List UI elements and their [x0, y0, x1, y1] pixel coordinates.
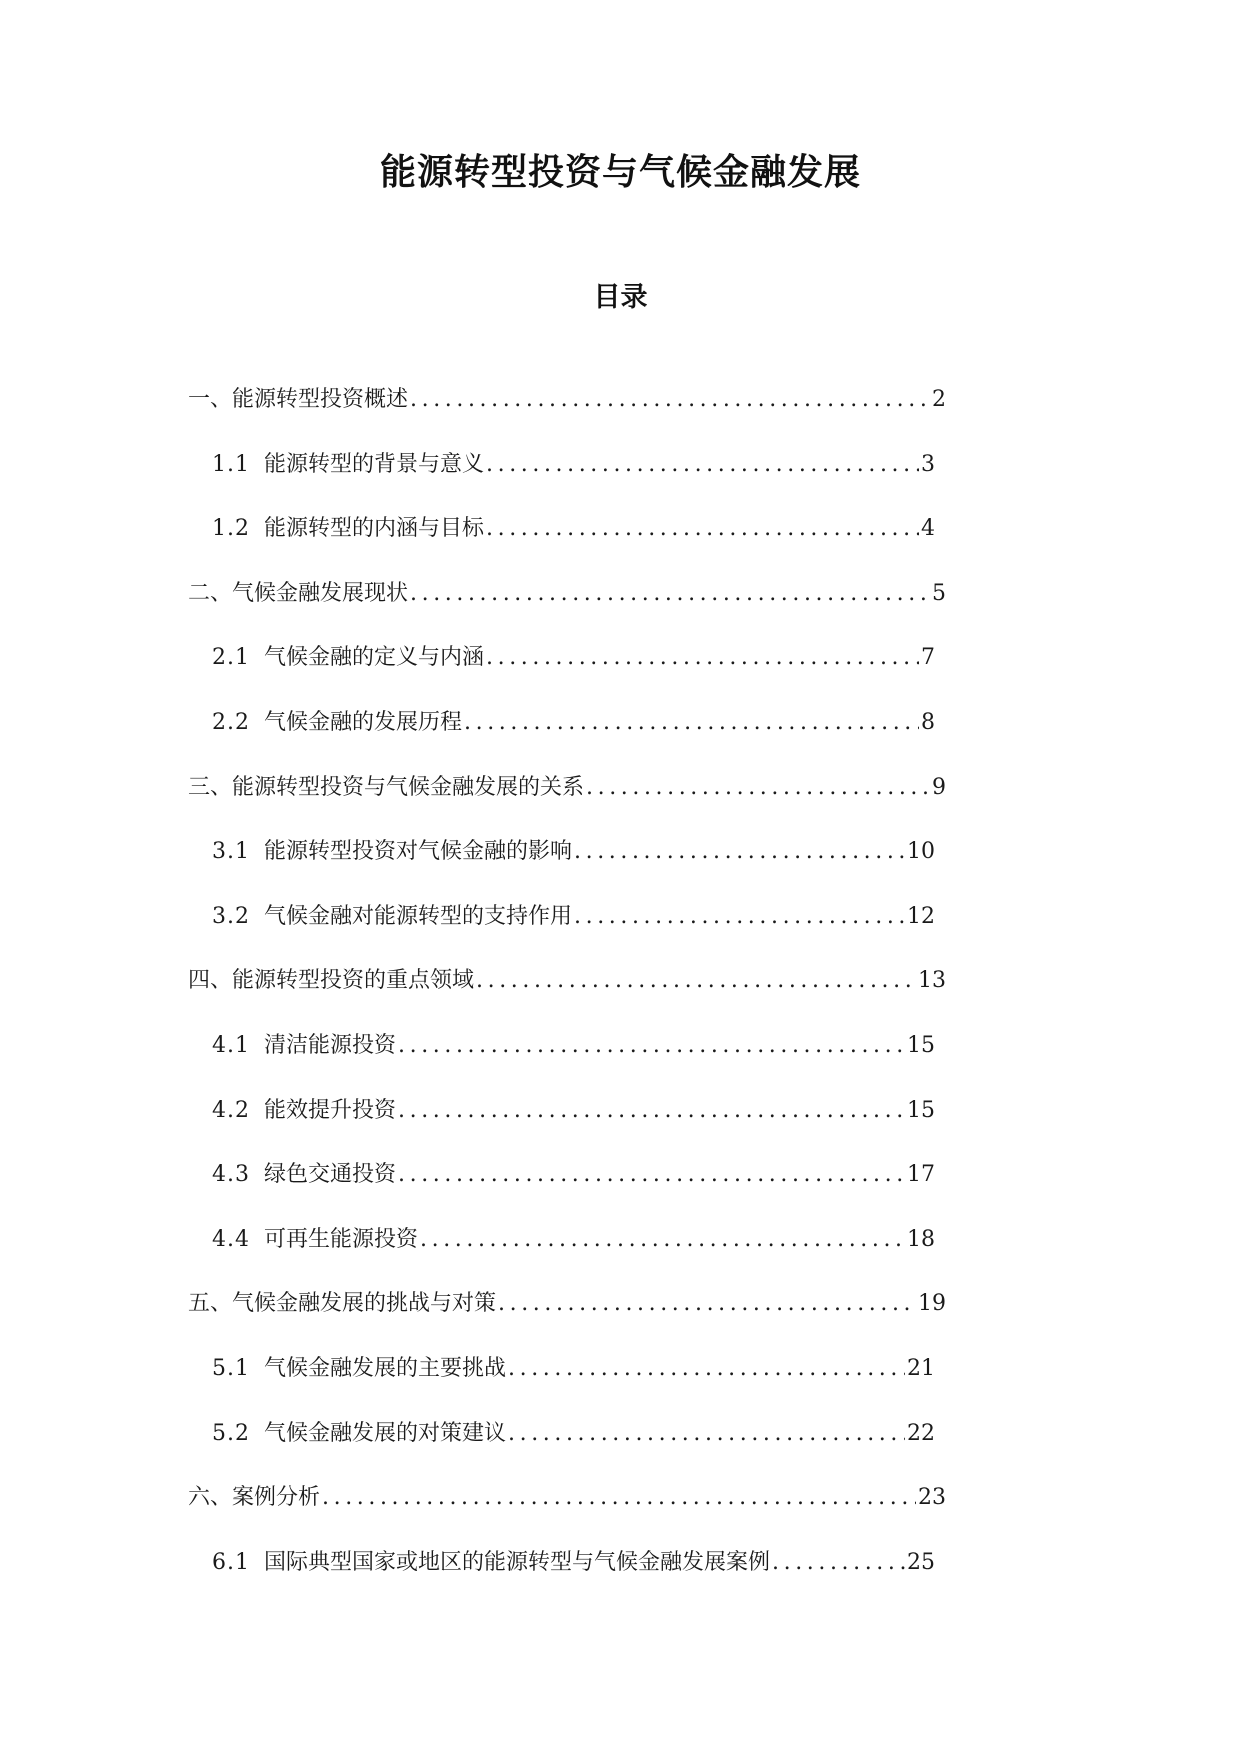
toc-entry-title: 四、能源转型投资的重点领域: [188, 968, 475, 994]
toc-entry-title: 气候金融的定义与内涵: [264, 645, 485, 671]
toc-dot-leader: [498, 1289, 916, 1319]
toc-entry[interactable]: [0, 1419, 1241, 1484]
document-title: 能源转型投资与气候金融发展: [379, 151, 861, 193]
toc-section-number: 5.2: [212, 1420, 250, 1446]
toc-dot-leader: [476, 966, 916, 996]
toc-entry[interactable]: [0, 1096, 1241, 1161]
toc-page-number: 25: [907, 1549, 935, 1575]
toc-entry[interactable]: [0, 902, 1241, 967]
toc-entry-title: 六、案例分析: [188, 1485, 321, 1511]
toc-page-number: 9: [932, 774, 946, 800]
toc-page-number: 10: [907, 839, 935, 865]
toc-entry-title: 能源转型的内涵与目标: [264, 516, 485, 542]
toc-dot-leader: [772, 1548, 905, 1578]
toc-entry-title: 气候金融发展的对策建议: [264, 1420, 507, 1446]
toc-entry-title: 气候金融对能源转型的支持作用: [264, 903, 573, 929]
toc-entry-title: 绿色交通投资: [264, 1162, 397, 1188]
toc-entry-title: 清洁能源投资: [264, 1032, 397, 1058]
toc-page-number: 15: [907, 1097, 935, 1123]
toc-dot-leader: [574, 837, 905, 867]
toc-entry[interactable]: [0, 514, 1241, 579]
toc-section-number: 4.1: [212, 1032, 250, 1058]
toc-entry[interactable]: [0, 1354, 1241, 1419]
toc-page-number: 8: [921, 709, 935, 735]
toc-entry[interactable]: [0, 1548, 1241, 1613]
toc-entry[interactable]: [0, 579, 1241, 644]
toc-entry-title: 国际典型国家或地区的能源转型与气候金融发展案例: [264, 1549, 771, 1575]
toc-page-number: 15: [907, 1032, 935, 1058]
toc-section-number: 2.2: [212, 709, 250, 735]
toc-page-number: 21: [907, 1355, 935, 1381]
toc-entry[interactable]: [0, 1160, 1241, 1225]
toc-entry[interactable]: [0, 837, 1241, 902]
toc-entry[interactable]: [0, 1031, 1241, 1096]
toc-dot-leader: [410, 579, 930, 609]
toc-entry-title: 气候金融发展的主要挑战: [264, 1355, 507, 1381]
toc-dot-leader: [574, 902, 905, 932]
toc-page-number: 23: [918, 1485, 946, 1511]
toc-entry-title: 能效提升投资: [264, 1097, 397, 1123]
toc-section-number: 2.1: [212, 645, 250, 671]
toc-dot-leader: [486, 643, 919, 673]
toc-heading: 目录: [593, 282, 648, 313]
toc-dot-leader: [508, 1354, 905, 1384]
toc-page-number: 12: [907, 903, 935, 929]
toc-entry-title: 二、气候金融发展现状: [188, 580, 409, 606]
toc-section-number: 4.4: [212, 1226, 250, 1252]
toc-entry-title: 可再生能源投资: [264, 1226, 419, 1252]
toc-entry[interactable]: [0, 450, 1241, 515]
toc-dot-leader: [420, 1225, 905, 1255]
toc-page-number: 5: [932, 580, 946, 606]
toc-dot-leader: [398, 1160, 905, 1190]
toc-entry[interactable]: [0, 1289, 1241, 1354]
toc-entry[interactable]: [0, 1225, 1241, 1290]
toc-dot-leader: [410, 385, 930, 415]
toc-entry[interactable]: [0, 708, 1241, 773]
toc-section-number: 1.2: [212, 516, 250, 542]
toc-entry-title: 能源转型的背景与意义: [264, 451, 485, 477]
toc-section-number: 3.1: [212, 839, 250, 865]
toc-dot-leader: [464, 708, 919, 738]
toc-entry[interactable]: [0, 643, 1241, 708]
toc-page-number: 18: [907, 1226, 935, 1252]
toc-dot-leader: [322, 1483, 916, 1513]
toc-page-number: 19: [918, 1291, 946, 1317]
toc-section-number: 4.3: [212, 1162, 250, 1188]
toc-section-number: 1.1: [212, 451, 250, 477]
toc-section-number: 5.1: [212, 1355, 250, 1381]
toc-section-number: 6.1: [212, 1549, 250, 1575]
toc-dot-leader: [586, 773, 930, 803]
toc-entry[interactable]: [0, 385, 1241, 450]
toc-dot-leader: [486, 514, 919, 544]
toc-page-number: 7: [921, 645, 935, 671]
toc-entry[interactable]: [0, 773, 1241, 838]
toc-dot-leader: [486, 450, 919, 480]
toc-page-number: 13: [918, 968, 946, 994]
toc-page-number: 17: [907, 1162, 935, 1188]
toc-entry[interactable]: [0, 1483, 1241, 1548]
toc-entry-title: 气候金融的发展历程: [264, 709, 463, 735]
toc-page-number: 2: [932, 387, 946, 412]
toc-entry-title: 三、能源转型投资与气候金融发展的关系: [188, 774, 585, 800]
toc-entry-title: 五、气候金融发展的挑战与对策: [188, 1291, 497, 1317]
toc-page-number: 4: [921, 516, 935, 542]
toc-entry[interactable]: [0, 966, 1241, 1031]
toc-entry-title: 能源转型投资对气候金融的影响: [264, 839, 573, 865]
toc-page-number: 3: [921, 451, 935, 477]
table-of-contents: [0, 385, 1241, 1612]
toc-section-number: 3.2: [212, 903, 250, 929]
toc-page-number: 22: [907, 1420, 935, 1446]
toc-dot-leader: [398, 1031, 905, 1061]
toc-dot-leader: [398, 1096, 905, 1126]
toc-entry-title: 一、能源转型投资概述: [188, 387, 409, 412]
toc-section-number: 4.2: [212, 1097, 250, 1123]
toc-dot-leader: [508, 1419, 905, 1449]
